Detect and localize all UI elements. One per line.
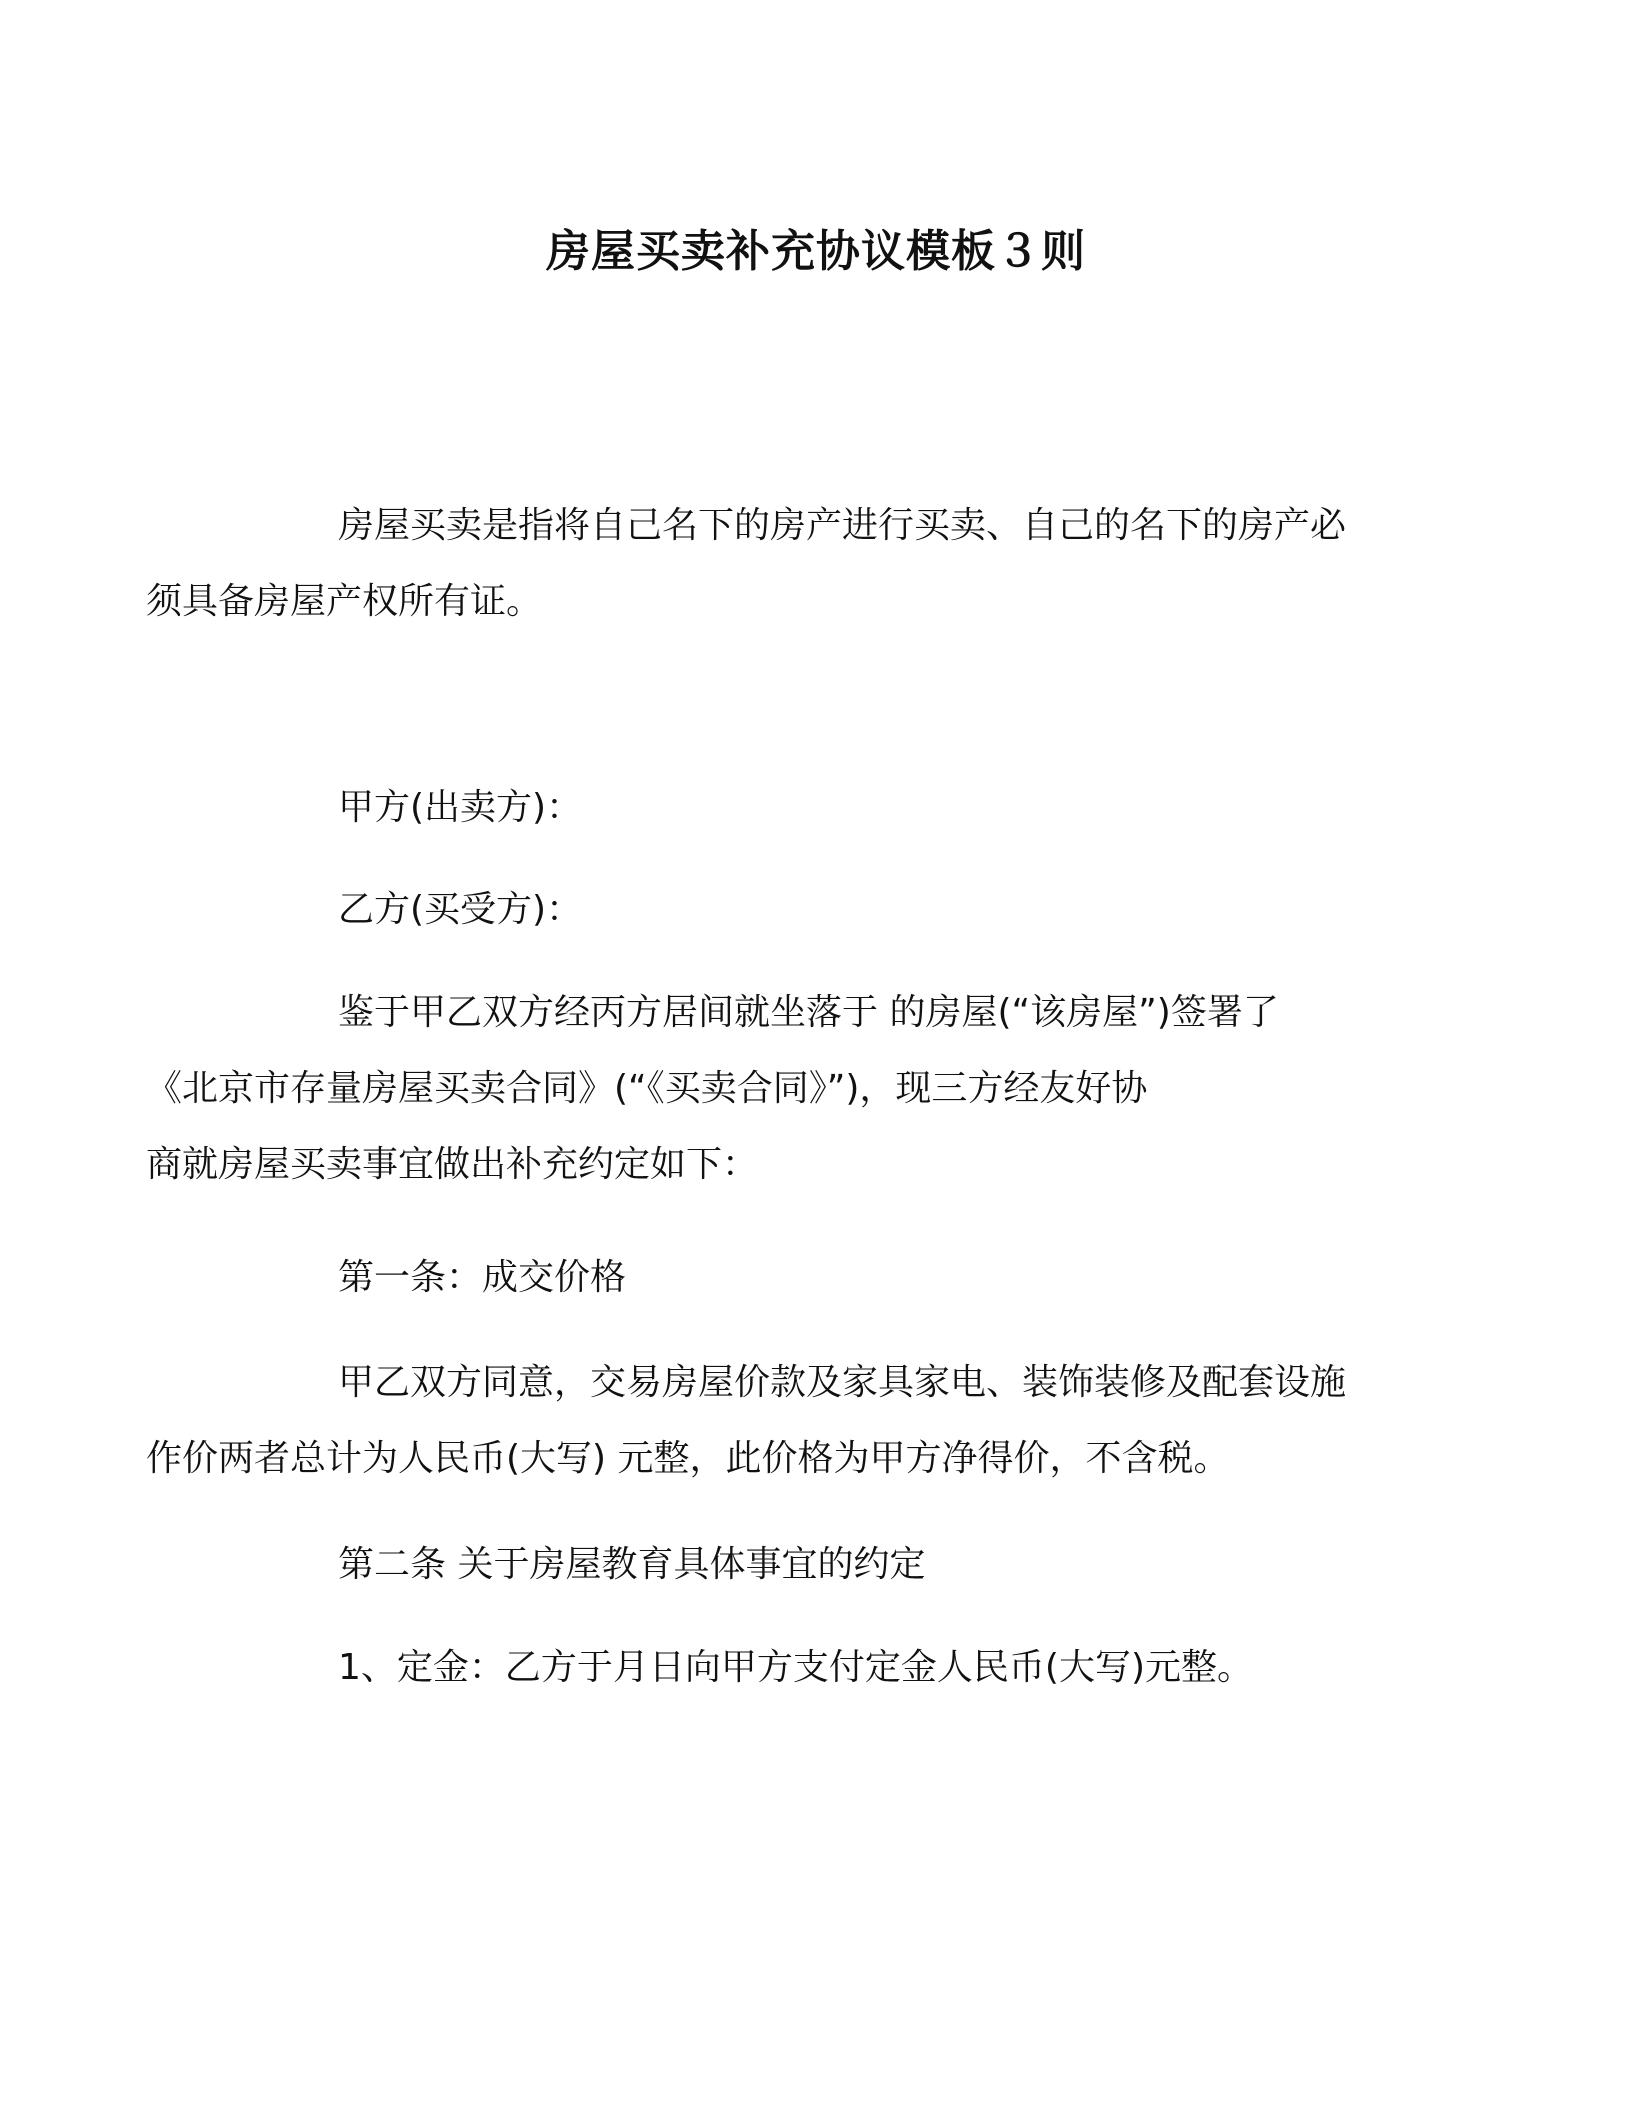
article-1-line-1: 甲乙双方同意，交易房屋价款及家具家电、装饰装修及配套设施 — [338, 1362, 1347, 1403]
whereas-line-2: 《北京市存量房屋买卖合同》(“《买卖合同》”)，现三方经友好协 — [146, 1068, 1148, 1109]
article-2-heading: 第二条 关于房屋教育具体事宜的约定 — [338, 1544, 926, 1585]
party-b-label: 乙方(买受方)： — [338, 889, 583, 930]
whereas-line-3: 商就房屋买卖事宜做出补充约定如下： — [146, 1144, 759, 1185]
intro-line-2: 须具备房屋产权所有证。 — [146, 581, 543, 622]
party-a-label: 甲方(出卖方)： — [338, 787, 583, 828]
document-title: 房屋买卖补充协议模板３则 — [546, 226, 1086, 277]
article-1-body — [146, 1345, 1392, 1497]
deposit-clause: 1、定金：乙方于月日向甲方支付定金人民币(大写)元整。 — [338, 1647, 1253, 1688]
whereas-paragraph — [146, 975, 1392, 1203]
intro-paragraph — [146, 488, 1392, 640]
intro-line-1: 房屋买卖是指将自己名下的房产进行买卖、自己的名下的房产必 — [338, 505, 1347, 546]
article-1-line-2: 作价两者总计为人民币(大写) 元整，此价格为甲方净得价，不含税。 — [146, 1438, 1230, 1479]
article-1-heading: 第一条：成交价格 — [338, 1257, 627, 1298]
whereas-line-1: 鉴于甲乙双方经丙方居间就坐落于 的房屋(“该房屋”)签署了 — [338, 992, 1279, 1033]
